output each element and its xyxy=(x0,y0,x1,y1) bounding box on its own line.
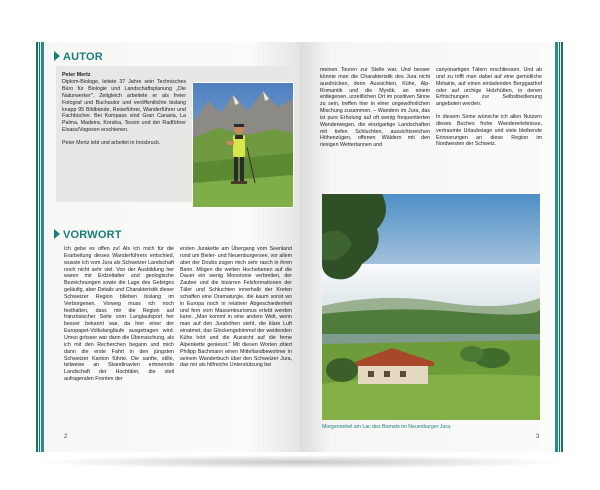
book-edge-right xyxy=(555,42,563,452)
foreword-text-2: ersten Jurakette am Übergang vom Seenland rund um Bieler- und Neuenburgersee, vor allem aber der Doubs zogen mich sehr rasch in ihren Bann. Mögen die weiten Hochebenen auf die Dauer ein wenig Monotonie verbreiten, der Zauber und die bizarren Felsformationen der Täler und Schluchten innerhalb der Kreten schaffen eine Dramaturgie, die kaum sonst wo in Europa noch in relativer Abgeschiedenheit und fern vom Massentourismus erlebt werden kann. „Man kommt in eine andere Welt, wenn man auf den Jurahöhen steht, die klare Luft einatmet, das Glockengebimmel der weidenden Kühe hört und die Aussicht auf die ferne Alpenkette geniesst." Mit diesen Worten zitiert Philipp Bachmann einen Mittellandbewohner in seinem Wanderbuch über den Schweizer Jura, das mir als hilfreiche Unterstützung bei xyxy=(180,246,292,369)
author-heading-label: AUTOR xyxy=(63,51,103,63)
author-photo-image xyxy=(193,83,293,207)
foreword-column-1 xyxy=(64,246,174,389)
left-page xyxy=(44,42,300,452)
right-column-1 xyxy=(320,67,430,155)
book-shadow xyxy=(30,455,570,469)
foreword-heading-label: VORWORT xyxy=(63,229,122,241)
author-residence: Peter Mertz lebt und arbeitet in Innsbruck. xyxy=(62,140,161,147)
photo-caption: Morgennebel am Lac des Brenets im Neuenburger Jura. xyxy=(322,424,452,430)
foreword-heading xyxy=(54,229,122,241)
triangle-arrow-icon xyxy=(54,229,60,239)
right-column-2 xyxy=(436,67,542,154)
author-heading xyxy=(54,51,103,63)
right-page xyxy=(300,42,555,452)
author-box xyxy=(56,66,290,202)
right-text-2b: In diesem Sinne wünsche ich allen Nutzern dieses Buches frohe Wandererlebnisse, vertraumte Urlaubstage und viele bleibende Erinnerungen an diese Region im Nordwesten der Schweiz. xyxy=(436,114,542,148)
book-edge-left xyxy=(36,42,44,452)
foreword-text-1: Ich gebe es offen zu! Als ich mich für die Erarbeitung dieses Wanderführers entschied, wusste ich vom Jura als Schweizer Landschaft noch nicht sehr viel. Von der Ausbildung her waren mir Erdzeitalter und geologische Bezeichnungen sowie die Lage des Gebirges geläufig, aber Details und Charakteristik dieser Schweizer Region blieben bislang im Verborgenen. Vorweg muss ich noch festhalten, dass mir die Region auf französischer Seite vom Langlaufsport her besser bekannt war, da hier einer der Europapet-Volkslangläufe ausgetragen wird. Umso grösser war dann die Überraschung, als ich mit den Recherchen begann und mich dann die erste Fahrt in den jüngsten Schweizer Kanton führte. Die sanfte, stille, teilweise an Skandinavien erinnernde Landschaft der Hochtäler, die steil aufragenden Fronten der xyxy=(64,246,174,383)
right-text-1: meinen Touren zur Stelle war. Und besser könnte man die Charakteristik des Jura nicht ausdrücken, denn Aussichten, Kühe, Alp-Romantik und die Mystik, an einem entlegenen, urzeitlichen Ort im positiven Sinne zu sein, treffen hier in einer ungewöhnlichen Mischung zusammen. – Wandern im Jura, das ist pure Erholung auf oft wenig frequentierten Wanderwegen, die einzigartige Landschaften mit tiefen Schluchten, aussichtsreichen Höhenzügen, offenen Wäldern mit den riesigen Wettertannen und xyxy=(320,67,430,149)
author-text xyxy=(62,72,186,153)
page-number-right: 3 xyxy=(536,434,540,440)
author-name: Peter Mertz xyxy=(62,72,91,78)
author-photo xyxy=(192,82,294,208)
foreword-column-2 xyxy=(180,246,292,375)
landscape-photo-image xyxy=(322,194,540,420)
triangle-arrow-icon xyxy=(54,51,60,61)
author-bio: Diplom-Biologe, leitete 37 Jahre sein Technisches Büro für Biologie und Landschaftsplanung „Die Naturwerker". Zeitgleich arbeitete er als freier Fotograf und Buchautor und veröffentlichte bislang knapp 95 Bildbände, Reiseführer, Wanderführer und Fachbücher. Bei Kompass sind Gran Canaria, La Palma, Madeira, Korsika, Tessin und der Radführer Elsass/Vogesen erschienen. xyxy=(62,78,186,134)
page-number-left: 2 xyxy=(64,434,68,440)
right-text-2a: canyonartigen Tälern erschliessen. Und ab und zu trifft man dabei auf eine gemütliche Métairie, auf einen einladenden Berggasthof oder auf urchige Holzhütten, in denen Erfrischungen zur Selbstbedienung angeboten werden. xyxy=(436,67,542,108)
landscape-photo xyxy=(322,194,540,420)
